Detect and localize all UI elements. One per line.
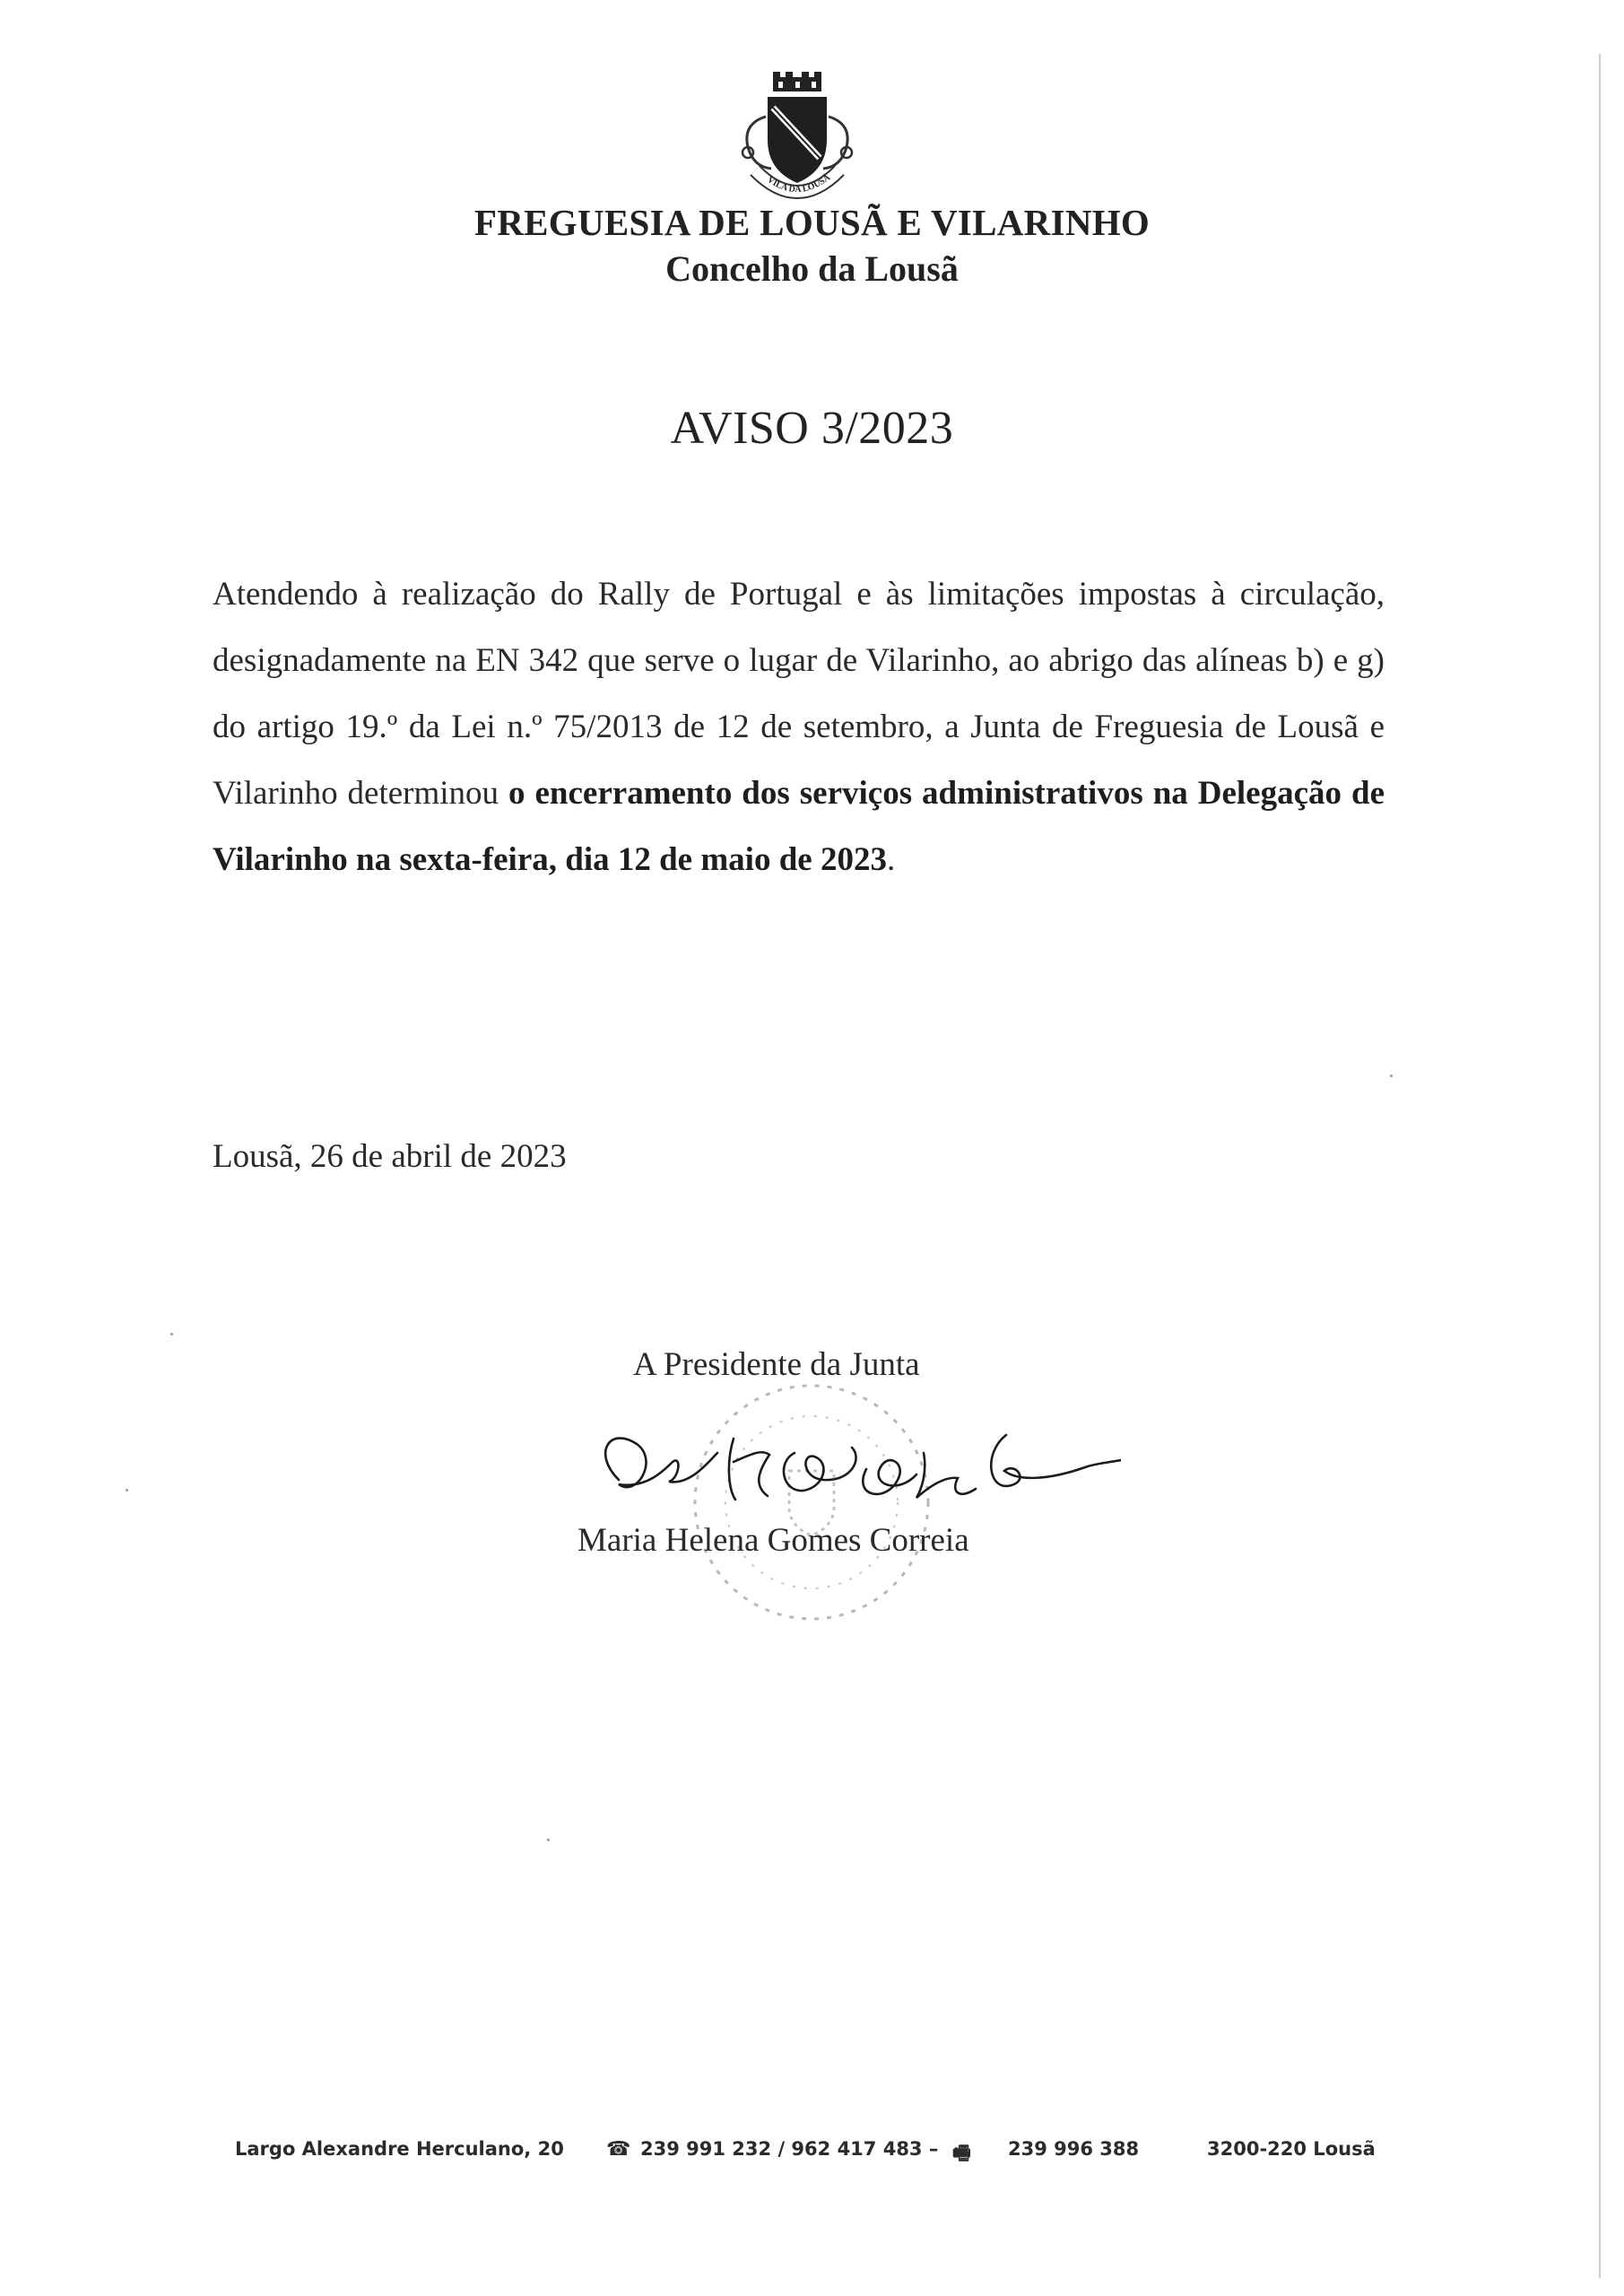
coat-of-arms-icon xyxy=(721,70,873,206)
notice-body-intro: Atendendo à realização do Rally de Portugal e às limitações impostas à circulação, designadamente na EN 342 que serve o lugar de Vilarinho, ao abrigo das alíneas b) e g) do artigo 19.º da Lei n.º 75/2013 de 12 de setembro, a Junta de Freguesia de Lousã e Vilarinho determinou xyxy=(213,576,1385,812)
footer-postal-code: 3200-220 Lousã xyxy=(1207,2138,1376,2160)
phone-icon: ☎ xyxy=(606,2138,631,2161)
fax-icon: 🖷 xyxy=(952,2143,971,2165)
footer-fax: 239 996 388 xyxy=(1008,2138,1140,2160)
organization-name: FREGUESIA DE LOUSÃ E VILARINHO xyxy=(473,202,1151,243)
footer-address: Largo Alexandre Herculano, 20 xyxy=(235,2138,564,2160)
crest-motto: VILA DA LOUSÃ xyxy=(765,172,833,196)
footer-phones: 239 991 232 / 962 417 483 – xyxy=(640,2138,939,2160)
scan-speck xyxy=(1390,1074,1393,1077)
notice-body-end: . xyxy=(886,841,896,878)
scan-edge-line xyxy=(1599,54,1601,2278)
handwritten-signature xyxy=(583,1399,1121,1534)
signatory-name: Maria Helena Gomes Correia xyxy=(578,1522,969,1559)
notice-title: AVISO 3/2023 xyxy=(670,403,954,454)
footer xyxy=(0,2138,1624,2174)
municipality-name: Concelho da Lousã xyxy=(665,248,959,289)
signatory-role: A Presidente da Junta xyxy=(633,1346,920,1383)
scan-speck xyxy=(547,1839,550,1841)
notice-body xyxy=(213,561,1385,893)
scan-speck xyxy=(126,1489,128,1492)
scan-speck xyxy=(170,1333,173,1335)
notice-body-bold: o encerramento dos serviços administrativos na Delegação de Vilarinho na sexta-feira, dia 12 de maio de 2023 xyxy=(213,775,1385,878)
place-date: Lousã, 26 de abril de 2023 xyxy=(213,1138,567,1175)
